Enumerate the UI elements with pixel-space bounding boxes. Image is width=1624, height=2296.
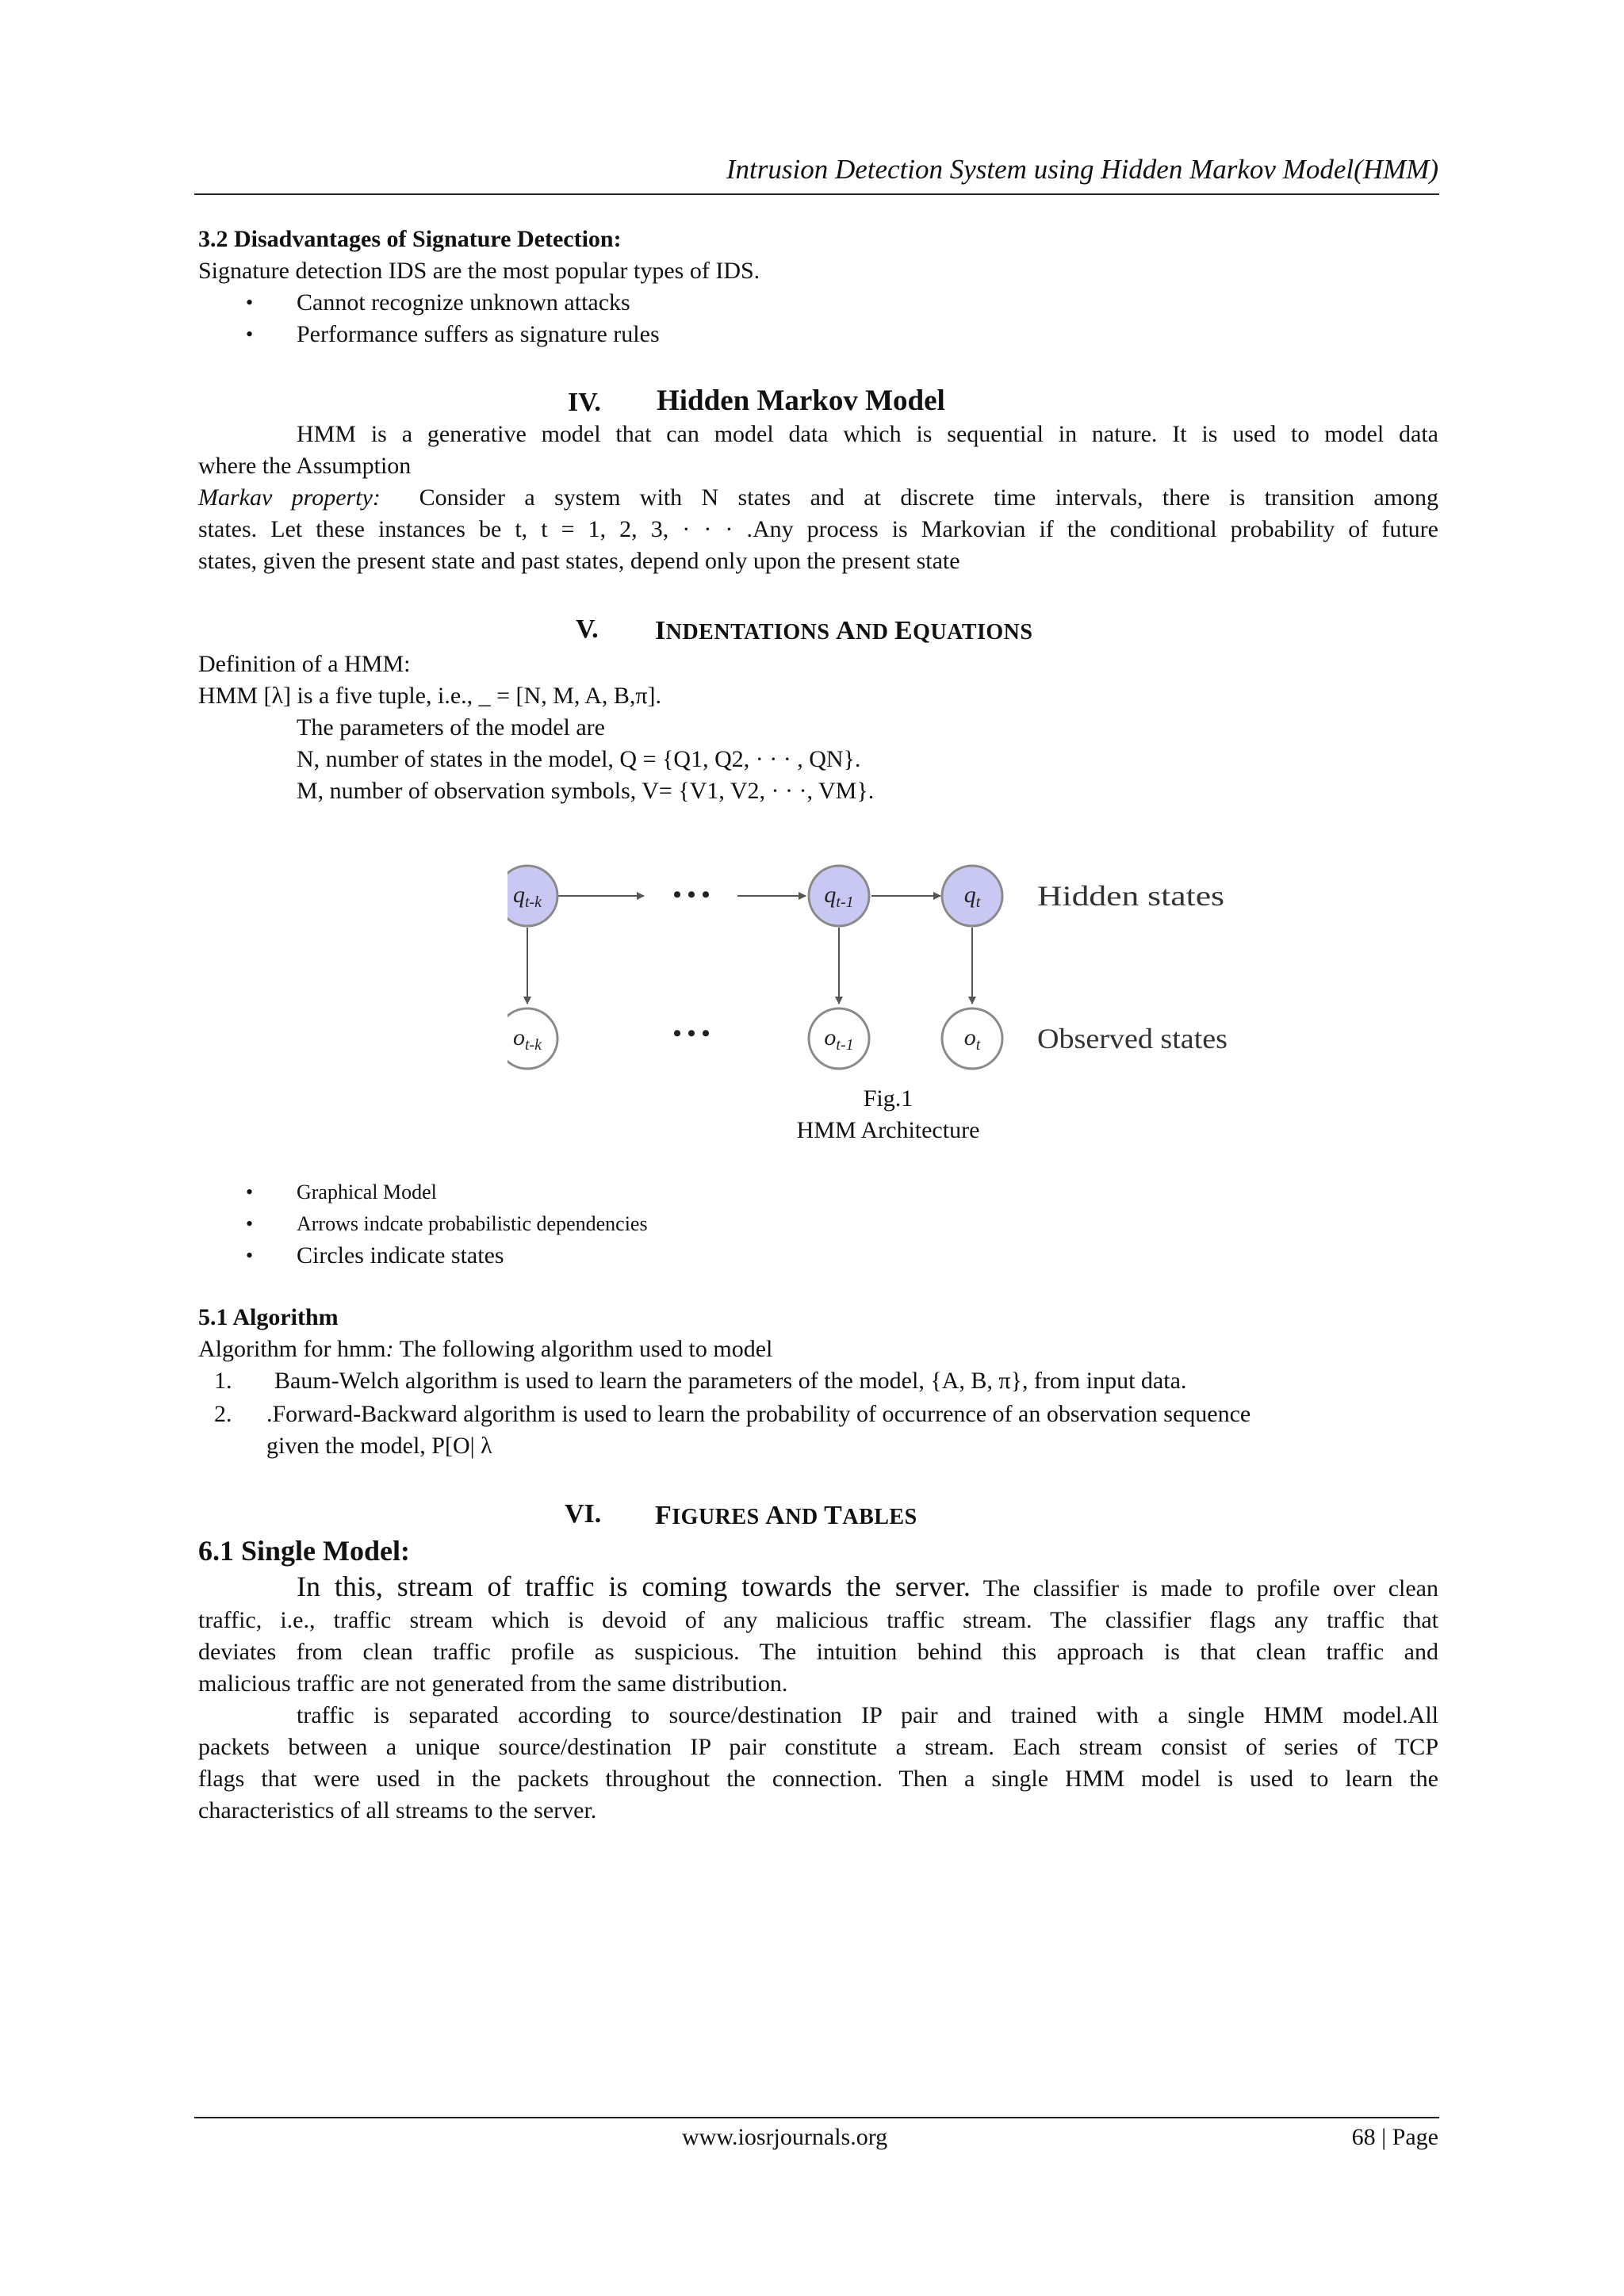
parameter-n: N, number of states in the model, Q = {Q1, Q2, · · · , QN}. xyxy=(297,746,861,772)
algorithm-item-1: Baum-Welch algorithm is used to learn the parameters of the model, {A, B, π}, from input data. xyxy=(274,1368,1187,1394)
svg-text:qt-k: $q_{t-k}$ xyxy=(512,882,542,911)
svg-text:ot-1: $o_{t-1}$ xyxy=(824,1024,854,1054)
section-5-1-heading: 5.1 Algorithm xyxy=(198,1304,339,1330)
section-6-1-heading: 6.1 Single Model: xyxy=(198,1535,410,1567)
list-item: Graphical Model xyxy=(297,1181,437,1203)
markov-property-label: Markav property: xyxy=(198,484,381,511)
section-3-2-intro: Signature detection IDS are the most popular types of IDS. xyxy=(198,258,760,284)
footer-rule xyxy=(194,2117,1439,2118)
hmm-definition-label: Definition of a HMM: xyxy=(198,651,411,677)
parameters-intro: The parameters of the model are xyxy=(297,714,605,740)
list-item: Cannot recognize unknown attacks xyxy=(297,289,630,316)
hidden-states-label: Hidden states xyxy=(1037,880,1224,912)
section-6-1-paragraph-1-line-1: In this, stream of traffic is coming towards the server. The classifier is made to profile over clean xyxy=(297,1571,1438,1602)
observed-states-label: Observed states xyxy=(1037,1023,1228,1054)
algorithm-intro: Algorithm for hmm: The following algorithm used to model xyxy=(198,1336,773,1362)
section-6-number: VI. xyxy=(565,1499,602,1529)
svg-text:ot: $o_t$ xyxy=(963,1024,981,1054)
section-6-1-paragraph-2-line-1: traffic is separated according to source/destination IP pair and trained with a single HMM model.All xyxy=(297,1702,1438,1728)
section-4-paragraph-2-line-2: states. Let these instances be t, t = 1, 2, 3, · · · .Any process is Markovian if the conditional probability of future xyxy=(198,516,1438,542)
bullet-icon: • xyxy=(246,1244,254,1267)
bullet-icon: • xyxy=(246,323,254,346)
list-item: Circles indicate states xyxy=(297,1242,504,1269)
svg-text:qt: $q_t$ xyxy=(963,882,981,911)
list-number: 1. xyxy=(214,1368,232,1394)
section-6-1-paragraph-1-line-3: deviates from clean traffic profile as suspicious. The intuition behind this approach is that clean traffic and xyxy=(198,1639,1438,1665)
hmm-tuple-definition: HMM [λ] is a five tuple, i.e., _ = [N, M, A, B,π]. xyxy=(198,683,662,709)
section-5-number: V. xyxy=(576,614,599,644)
section-4-paragraph-2-line-3: states, given the present state and past states, depend only upon the present state xyxy=(198,548,960,574)
footer-page-number: 68 | Page xyxy=(1351,2124,1438,2150)
section-6-1-paragraph-2-line-2: packets between a unique source/destination IP pair constitute a stream. Each stream consist of series of TCP xyxy=(198,1734,1438,1760)
section-4-paragraph-1-line-2: where the Assumption xyxy=(198,453,412,479)
section-5-title: INDENTATIONS AND EQUATIONS xyxy=(655,616,1033,645)
section-4-title: Hidden Markov Model xyxy=(657,385,945,417)
bullet-icon: • xyxy=(246,291,254,314)
algorithm-item-2: .Forward-Backward algorithm is used to learn the probability of occurrence of an observation sequence xyxy=(266,1401,1251,1427)
bullet-icon: • xyxy=(246,1181,254,1203)
algorithm-item-2-continued: given the model, P[O| λ xyxy=(266,1433,492,1459)
section-6-1-paragraph-1-line-2: traffic, i.e., traffic stream which is devoid of any malicious traffic stream. The classifier flags any traffic that xyxy=(198,1607,1438,1633)
parameter-m: M, number of observation symbols, V= {V1, V2, · · ·, VM}. xyxy=(297,778,875,804)
section-3-2-heading: 3.2 Disadvantages of Signature Detection: xyxy=(198,226,622,252)
section-4-paragraph-2-line-1 xyxy=(198,482,1438,514)
hidden-state-node xyxy=(508,866,557,926)
hmm-architecture-diagram xyxy=(508,856,1237,1086)
observed-ellipsis: • • • xyxy=(672,1020,710,1047)
list-item: Performance suffers as signature rules xyxy=(297,321,660,347)
observed-state-node xyxy=(942,1008,1002,1069)
section-6-1-paragraph-2-line-4: characteristics of all streams to the server. xyxy=(198,1797,597,1823)
list-number: 2. xyxy=(214,1401,232,1427)
svg-text:qt-1: $q_{t-1}$ xyxy=(824,882,854,911)
list-item: Arrows indcate probabilistic dependencies xyxy=(297,1212,648,1235)
section-6-title: FIGURES AND TABLES xyxy=(655,1501,917,1530)
observed-state-node xyxy=(809,1008,869,1069)
running-header-title: Intrusion Detection System using Hidden Markov Model(HMM) xyxy=(726,154,1438,185)
footer-website: www.iosrjournals.org xyxy=(682,2124,888,2150)
section-6-1-paragraph-1-line-4: malicious traffic are not generated from the same distribution. xyxy=(198,1670,788,1697)
figure-caption-title: HMM Architecture xyxy=(796,1117,980,1143)
hidden-state-node xyxy=(809,866,869,926)
section-6-1-paragraph-2-line-3: flags that were used in the packets throughout the connection. Then a single HMM model is used to learn the xyxy=(198,1766,1438,1792)
figure-caption-number: Fig.1 xyxy=(863,1085,914,1112)
hidden-ellipsis: • • • xyxy=(672,882,710,908)
bullet-icon: • xyxy=(246,1212,254,1235)
section-4-paragraph-1-line-1: HMM is a generative model that can model data which is sequential in nature. It is used to model data xyxy=(297,421,1438,447)
observed-state-node xyxy=(508,1008,557,1069)
header-rule xyxy=(194,193,1439,195)
hidden-state-node xyxy=(942,866,1002,926)
section-4-number: IV. xyxy=(568,388,601,417)
svg-text:ot-k: $o_{t-k}$ xyxy=(512,1024,542,1054)
markov-property-text: Consider a system with N states and at discrete time intervals, there is transition among xyxy=(419,484,1438,511)
